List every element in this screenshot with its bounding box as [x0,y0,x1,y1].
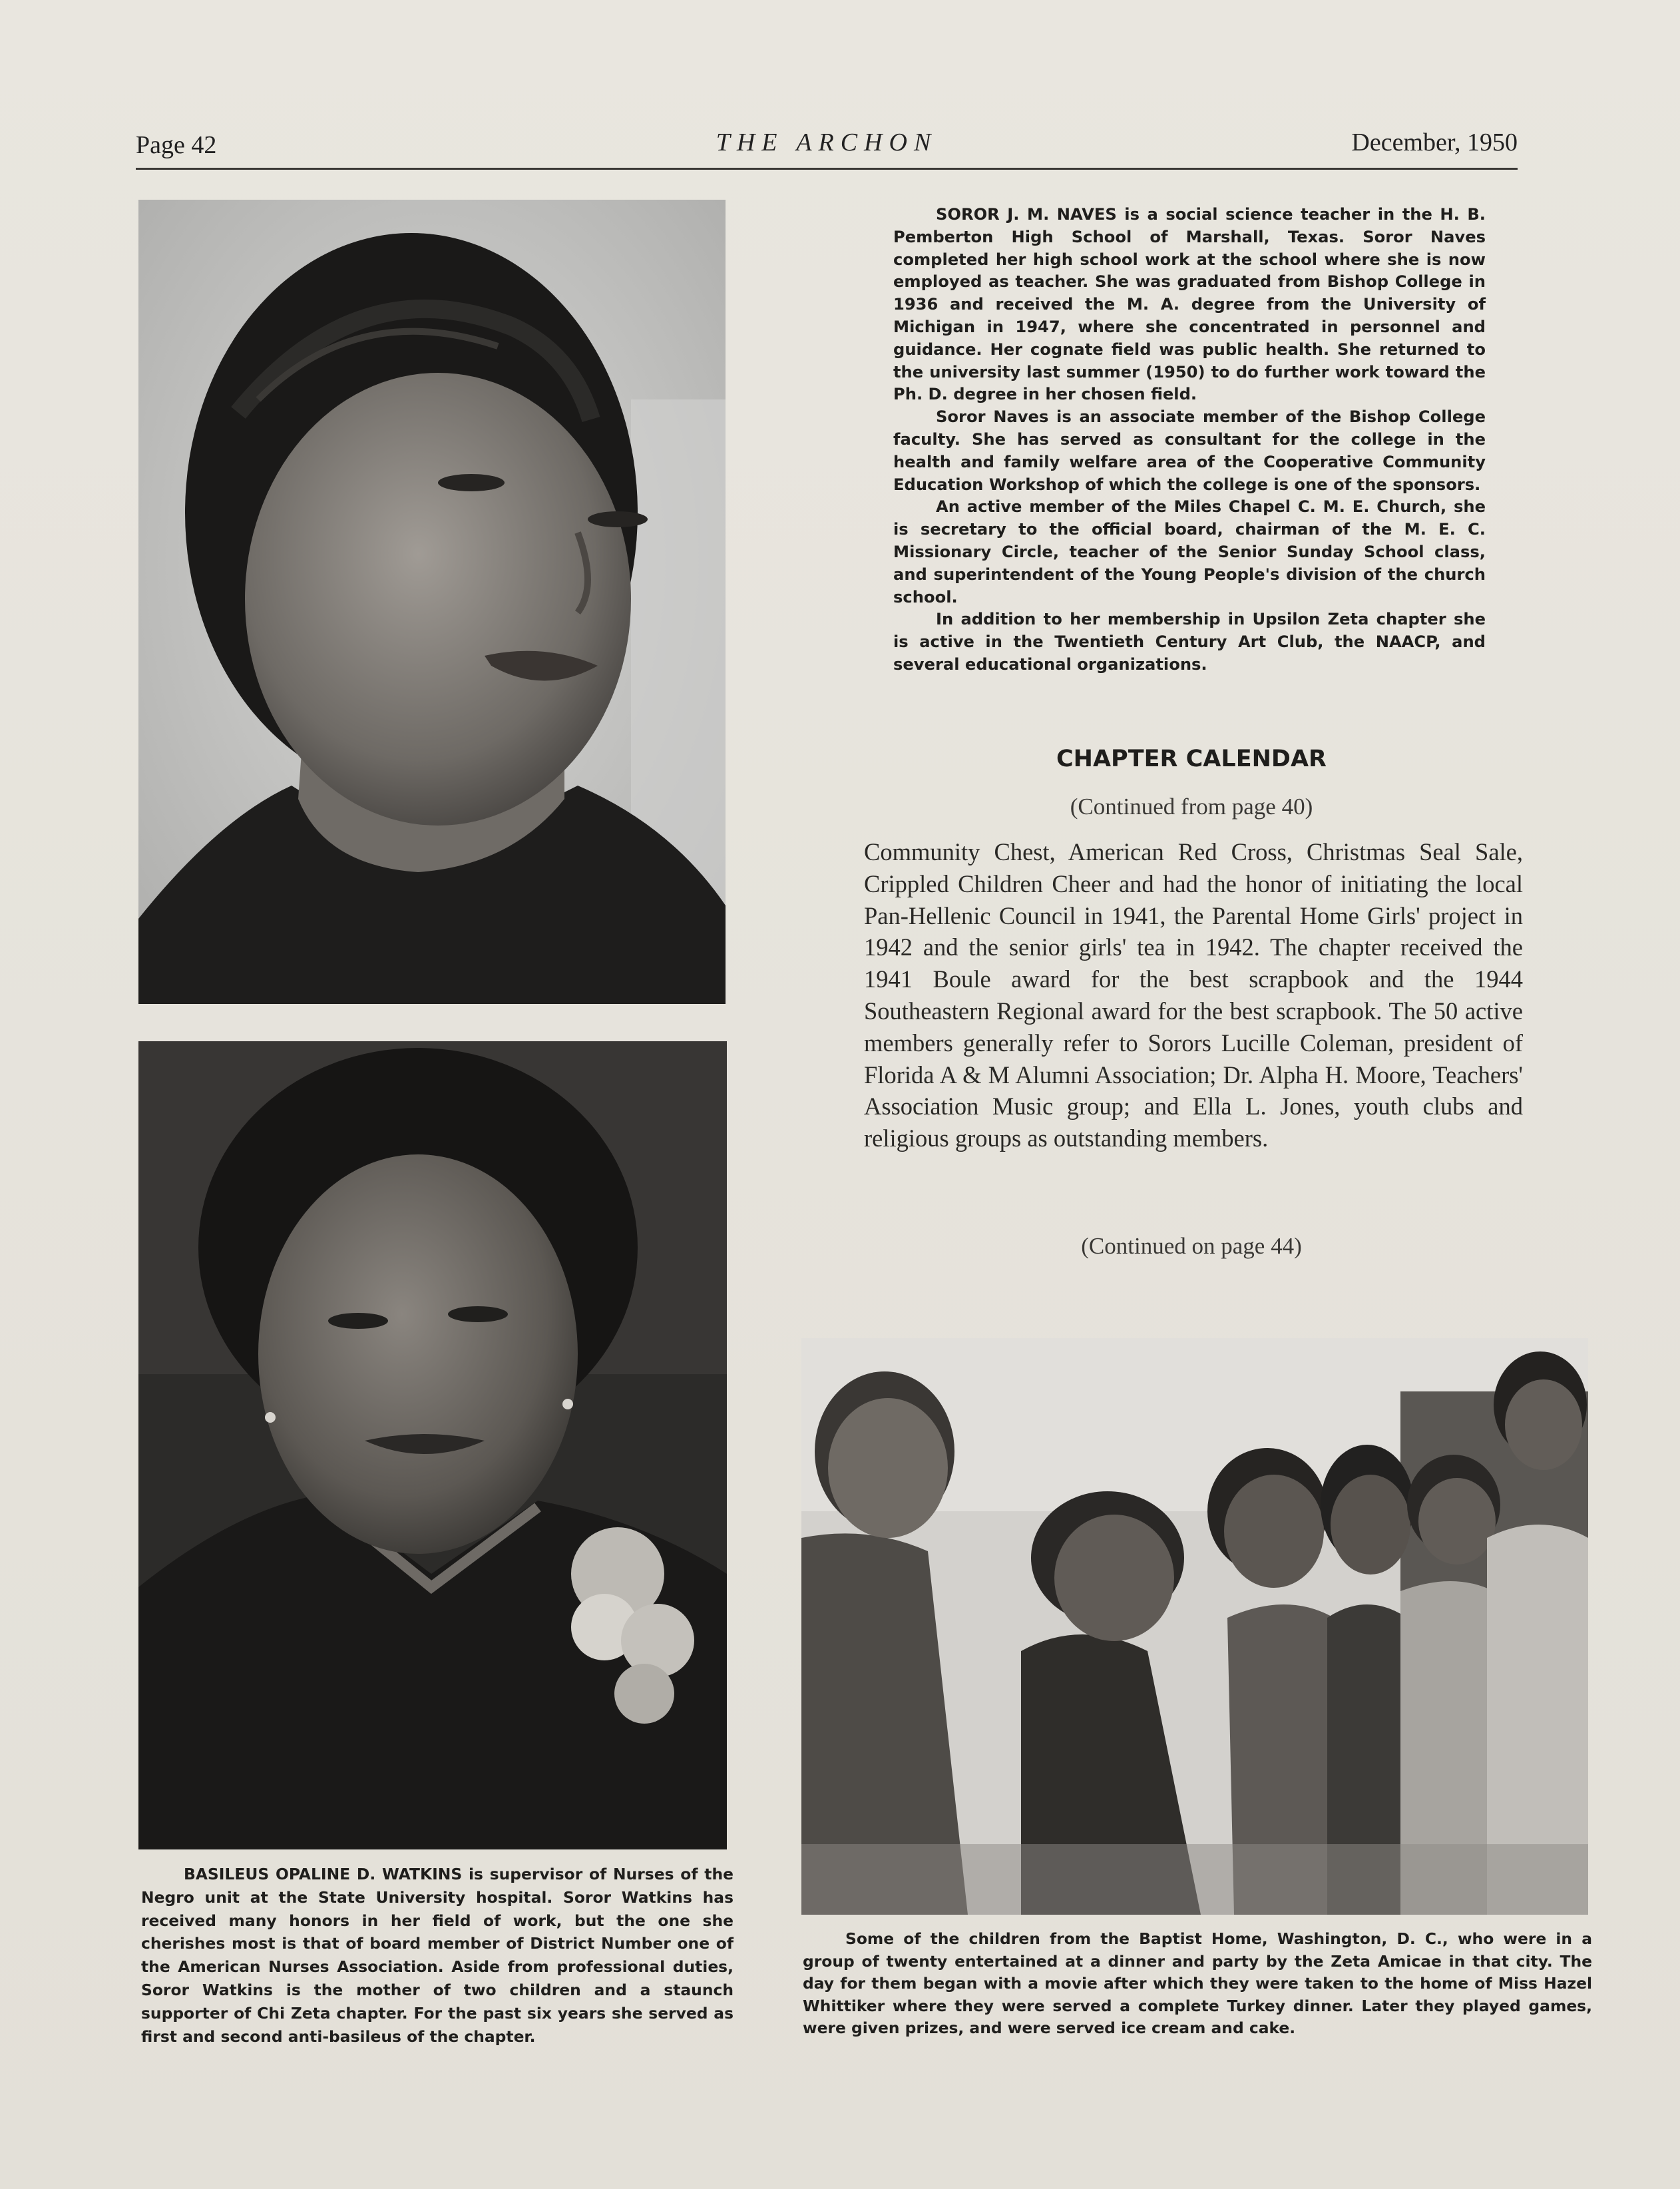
caption-text: BASILEUS OPALINE D. WATKINS is supervisor of Nurses of the Negro unit at the State University hospital. Soror Watkins has received many honors in her field of work, but the one she cherishes most is that of board member of District Number one of the American Nurses Association. Aside from professional duties, Soror Watkins is the mother of two children and a staunch supporter of Chi Zeta chapter. For the past six years she served as first and second anti-basileus of the chapter. [141,1865,734,2046]
naves-biography [893,204,1486,676]
chapter-calendar-body [864,836,1523,1154]
children-caption [803,1928,1592,2040]
continued-on-note: (Continued on page 44) [1081,1233,1302,1259]
bio-paragraph: An active member of the Miles Chapel C. M. E. Church, she is secretary to the official board, chairman of the M. E. C. Missionary Circle, teacher of the Senior Sunday School class, and superintendent of the Young People's division of the church school. [893,497,1486,607]
chapter-calendar-heading: CHAPTER CALENDAR [1056,746,1327,772]
naves-portrait-photo [138,200,726,1004]
bio-paragraph: In addition to her membership in Upsilon Zeta chapter she is active in the Twentieth Century Art Club, the NAACP, and several educational organizations. [893,610,1486,674]
publication-title: THE ARCHON [716,128,938,156]
issue-date: December, 1950 [1351,128,1518,156]
caption-text: Some of the children from the Baptist Home, Washington, D. C., who were in a group of twenty entertained at a dinner and party by the Zeta Amicae in that city. The day for them began with a movie after which they were taken to the home of Miss Hazel Whittiker where they were served a complete Turkey dinner. Later they played games, were given prizes, and were served ice cream and cake. [803,1929,1592,2038]
continued-from-note: (Continued from page 40) [1070,794,1313,820]
page-number: Page 42 [136,131,217,159]
bio-paragraph: SOROR J. M. NAVES is a social science teacher in the H. B. Pemberton High School of Marshall, Texas. Soror Naves completed her high school work at the school where she is now employed as teacher. She was graduated from Bishop College in 1936 and received the M. A. degree from the University of Michigan in 1947, where she concentrated in personnel and guidance. Her cognate field was public health. She returned to the university last summer (1950) to do further work toward the Ph. D. degree in her chosen field. [893,205,1486,404]
bio-paragraph: Soror Naves is an associate member of the Bishop College faculty. She has served as consultant for the college in the health and family welfare area of the Cooperative Community Education Workshop of which the college is one of the sponsors. [893,407,1486,494]
children-group-photo [801,1338,1588,1915]
page-header [136,124,1518,170]
watkins-caption [141,1863,734,2048]
calendar-paragraph: Community Chest, American Red Cross, Christmas Seal Sale, Crippled Children Cheer and had the honor of initiating the local Pan-Hellenic Council in 1941, the Parental Home Girls' project in 1942 and the senior girls' tea in 1942. The chapter received the 1941 Boule award for the best scrapbook and the 1944 Southeastern Regional award for the best scrapbook. The 50 active members generally refer to Sorors Lucille Coleman, president of Florida A & M Alumni Association; Dr. Alpha H. Moore, Teachers' Association Music group; and Ella L. Jones, youth clubs and religious groups as outstanding members. [864,838,1523,1152]
watkins-portrait-photo [138,1041,727,1849]
header-divider [136,168,1518,170]
